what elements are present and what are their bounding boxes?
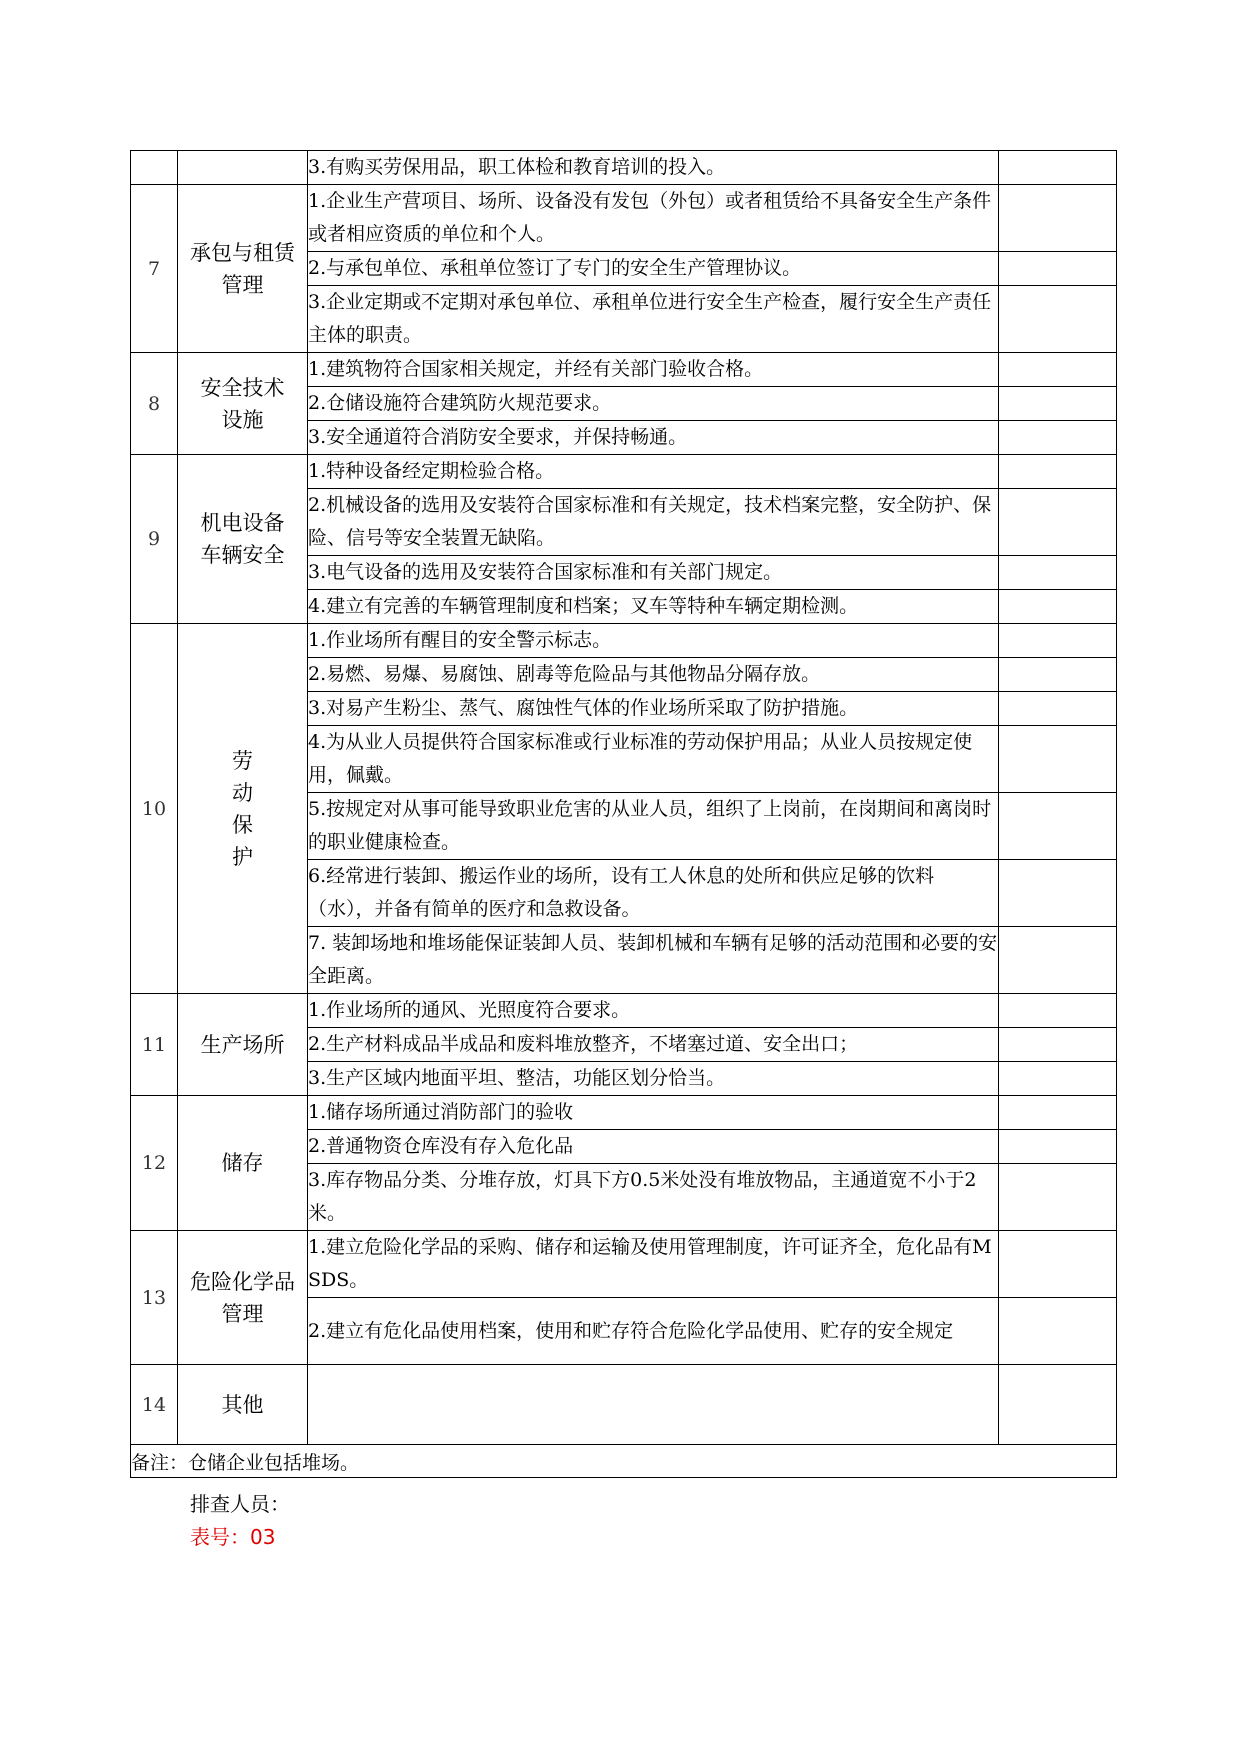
result-cell[interactable] [999, 387, 1117, 421]
check-item [308, 1365, 999, 1445]
check-item: 1.作业场所有醒目的安全警示标志。 [308, 624, 999, 658]
category-label: 储存 [221, 1151, 264, 1175]
result-cell[interactable] [999, 994, 1117, 1028]
result-cell[interactable] [999, 1062, 1117, 1096]
row-number: 7 [131, 185, 178, 353]
row-number: 12 [131, 1096, 178, 1231]
result-cell[interactable] [999, 590, 1117, 624]
table-row [131, 185, 1117, 252]
category-label: 其他 [221, 1392, 264, 1417]
check-item: 2.普通物资仓库没有存入危化品 [308, 1130, 999, 1164]
check-item: 3.安全通道符合消防安全要求，并保持畅通。 [308, 421, 999, 455]
category-cell [178, 151, 308, 185]
check-item: 1.特种设备经定期检验合格。 [308, 455, 999, 489]
result-cell[interactable] [999, 421, 1117, 455]
result-cell[interactable] [999, 185, 1117, 252]
check-item: 7. 装卸场地和堆场能保证装卸人员、装卸机械和车辆有足够的活动范围和必要的安全距离。 [308, 927, 999, 994]
table-row [131, 994, 1117, 1028]
result-cell[interactable] [999, 1130, 1117, 1164]
category-cell [178, 1096, 308, 1231]
category-label: 设施 [221, 407, 264, 432]
check-item: 4.建立有完善的车辆管理制度和档案；叉车等特种车辆定期检测。 [308, 590, 999, 624]
category-label: 安全技术 [200, 375, 285, 400]
result-cell[interactable] [999, 455, 1117, 489]
result-cell[interactable] [999, 151, 1117, 185]
check-item: 2.机械设备的选用及安装符合国家标准和有关规定，技术档案完整，安全防护、保险、信号等安全装置无缺陷。 [308, 489, 999, 556]
row-number: 9 [131, 455, 178, 624]
category-cell [178, 1365, 308, 1445]
result-cell[interactable] [999, 286, 1117, 353]
category-label: 危险化学品 [190, 1269, 295, 1294]
check-item: 3.企业定期或不定期对承包单位、承租单位进行安全生产检查，履行安全生产责任主体的职责。 [308, 286, 999, 353]
result-cell[interactable] [999, 1298, 1117, 1365]
result-cell[interactable] [999, 692, 1117, 726]
check-item: 1.建筑物符合国家相关规定，并经有关部门验收合格。 [308, 353, 999, 387]
check-item: 2.仓储设施符合建筑防火规范要求。 [308, 387, 999, 421]
check-item: 3.电气设备的选用及安装符合国家标准和有关部门规定。 [308, 556, 999, 590]
result-cell[interactable] [999, 556, 1117, 590]
check-item: 6.经常进行装卸、搬运作业的场所，设有工人休息的处所和供应足够的饮料（水），并备有简单的医疗和急救设备。 [308, 860, 999, 927]
category-label: 护 [232, 844, 253, 869]
form-number: 表号：03 [190, 1525, 276, 1549]
check-item: 3.库存物品分类、分堆存放，灯具下方0.5米处没有堆放物品，主通道宽不小于2米。 [308, 1164, 999, 1231]
category-cell [178, 624, 308, 994]
category-label: 机电设备 [200, 511, 285, 535]
result-cell[interactable] [999, 658, 1117, 692]
category-label: 管理 [221, 1301, 264, 1326]
result-cell[interactable] [999, 624, 1117, 658]
category-label: 保 [232, 812, 253, 837]
result-cell[interactable] [999, 1028, 1117, 1062]
result-cell[interactable] [999, 726, 1117, 793]
check-item: 3.对易产生粉尘、蒸气、腐蚀性气体的作业场所采取了防护措施。 [308, 692, 999, 726]
check-item: 1.建立危险化学品的采购、储存和运输及使用管理制度，许可证齐全，危化品有MSDS。 [308, 1231, 999, 1298]
result-cell[interactable] [999, 1231, 1117, 1298]
result-cell[interactable] [999, 353, 1117, 387]
result-cell[interactable] [999, 1096, 1117, 1130]
check-item: 3.有购买劳保用品，职工体检和教育培训的投入。 [308, 151, 999, 185]
category-label: 生产场所 [200, 1032, 285, 1057]
check-item: 2.建立有危化品使用档案，使用和贮存符合危险化学品使用、贮存的安全规定 [308, 1298, 999, 1365]
result-cell[interactable] [999, 489, 1117, 556]
check-item: 2.与承包单位、承租单位签订了专门的安全生产管理协议。 [308, 252, 999, 286]
check-item: 2.易燃、易爆、易腐蚀、剧毒等危险品与其他物品分隔存放。 [308, 658, 999, 692]
result-cell[interactable] [999, 793, 1117, 860]
table-row [131, 151, 1117, 185]
row-number: 13 [131, 1231, 178, 1365]
row-number [131, 151, 178, 185]
result-cell[interactable] [999, 1365, 1117, 1445]
row-number: 11 [131, 994, 178, 1096]
table-row [131, 455, 1117, 489]
check-item: 2.生产材料成品半成品和废料堆放整齐，不堵塞过道、安全出口； [308, 1028, 999, 1062]
category-cell [178, 994, 308, 1096]
category-cell [178, 353, 308, 455]
note-text: 备注：仓储企业包括堆场。 [131, 1445, 1117, 1478]
check-item: 5.按规定对从事可能导致职业危害的从业人员，组织了上岗前，在岗期间和离岗时的职业健康检查。 [308, 793, 999, 860]
check-item: 1.企业生产营项目、场所、设备没有发包（外包）或者租赁给不具备安全生产条件或者相应资质的单位和个人。 [308, 185, 999, 252]
check-item: 3.生产区域内地面平坦、整洁，功能区划分恰当。 [308, 1062, 999, 1096]
row-number: 10 [131, 624, 178, 994]
category-label: 管理 [221, 272, 264, 297]
table-row [131, 624, 1117, 658]
result-cell[interactable] [999, 252, 1117, 286]
check-item: 4.为从业人员提供符合国家标准或行业标准的劳动保护用品；从业人员按规定使用，佩戴。 [308, 726, 999, 793]
check-item: 1.储存场所通过消防部门的验收 [308, 1096, 999, 1130]
category-cell [178, 455, 308, 624]
result-cell[interactable] [999, 927, 1117, 994]
category-label: 承包与租赁 [190, 240, 295, 265]
table-row [131, 1096, 1117, 1130]
check-item: 1.作业场所的通风、光照度符合要求。 [308, 994, 999, 1028]
row-number: 8 [131, 353, 178, 455]
note-row [131, 1445, 1117, 1478]
category-label: 车辆安全 [200, 543, 285, 567]
category-cell [178, 1231, 308, 1365]
category-label: 动 [232, 780, 253, 805]
inspector-label: 排查人员： [190, 1492, 290, 1516]
table-row [131, 1231, 1117, 1298]
result-cell[interactable] [999, 860, 1117, 927]
inspection-table [130, 150, 1117, 1478]
row-number: 14 [131, 1365, 178, 1445]
category-cell [178, 185, 308, 353]
table-row [131, 353, 1117, 387]
result-cell[interactable] [999, 1164, 1117, 1231]
category-label: 劳 [232, 748, 253, 773]
table-row [131, 1365, 1117, 1445]
